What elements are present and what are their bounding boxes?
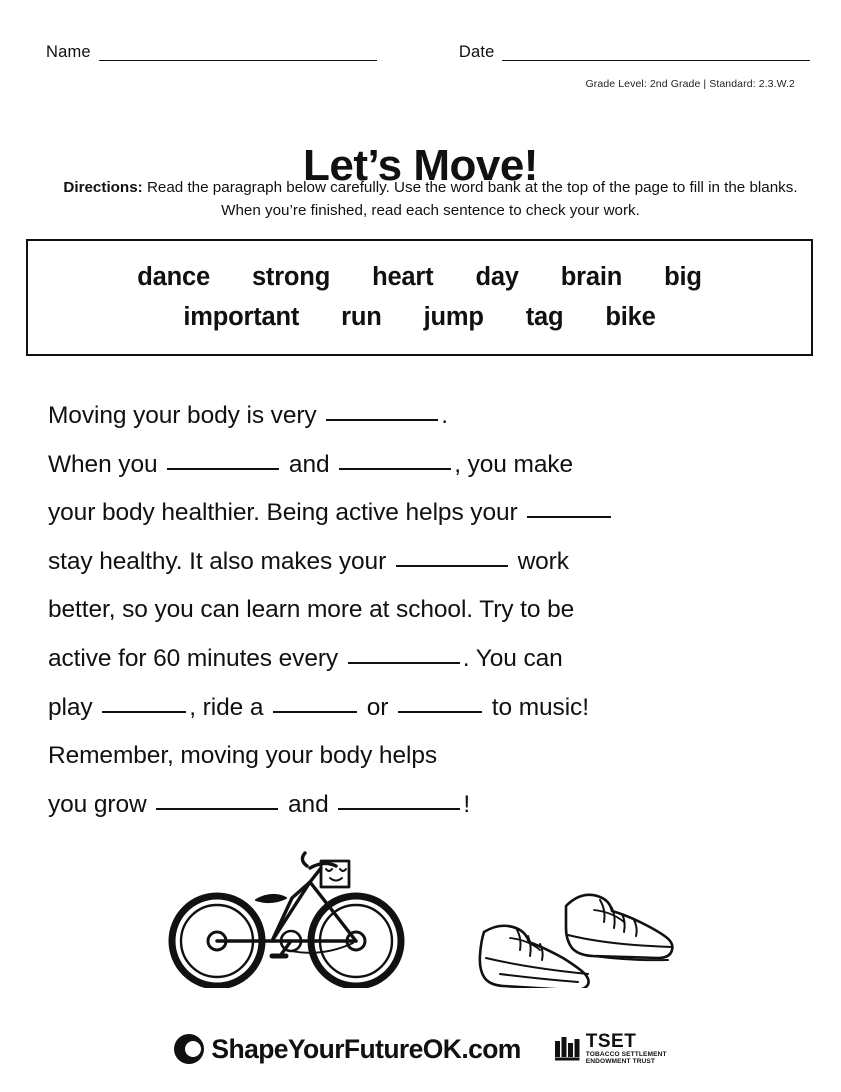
answer-blank[interactable]	[396, 565, 508, 567]
directions-label: Directions:	[63, 179, 143, 196]
paragraph-line	[48, 732, 808, 781]
answer-blank[interactable]	[348, 662, 460, 664]
date-input-line[interactable]	[502, 47, 810, 61]
name-label: Name	[46, 43, 91, 61]
paragraph-text: you grow	[48, 790, 154, 818]
word-bank-row	[66, 258, 773, 298]
word-bank-word[interactable]: bike	[605, 302, 656, 331]
answer-blank[interactable]	[339, 468, 451, 470]
paragraph-text: or	[360, 693, 396, 721]
word-bank-word[interactable]: day	[475, 262, 519, 291]
paragraph-line	[48, 441, 808, 490]
paragraph-text: your body healthier. Being active helps your	[48, 499, 525, 527]
paragraph-line	[48, 392, 808, 441]
tset-name: TSET	[585, 1031, 637, 1053]
name-field-group	[46, 44, 377, 61]
word-bank-word[interactable]: big	[664, 262, 702, 291]
paragraph-text: Remember, moving your body helps	[48, 742, 437, 770]
word-bank	[26, 239, 813, 356]
paragraph-text: and	[282, 450, 337, 478]
tset-mark-icon	[555, 1037, 581, 1061]
paragraph-text: to music!	[485, 693, 589, 721]
paragraph-text: , you make	[454, 450, 574, 478]
answer-blank[interactable]	[156, 808, 278, 810]
name-input-line[interactable]	[99, 47, 377, 61]
paragraph-text: .	[441, 402, 448, 429]
paragraph-text: stay healthy. It also makes your	[48, 547, 393, 575]
paragraph-line	[48, 489, 808, 538]
paragraph-text: active for 60 minutes every	[48, 644, 345, 672]
word-bank-word[interactable]: tag	[525, 302, 564, 331]
bicycle-illustration	[160, 838, 440, 993]
paragraph-text: , ride a	[189, 693, 271, 721]
answer-blank[interactable]	[398, 711, 482, 713]
paragraph-line	[48, 684, 808, 733]
date-field-group	[459, 44, 811, 61]
answer-blank[interactable]	[326, 419, 438, 421]
word-bank-word[interactable]: dance	[137, 262, 210, 291]
word-bank-word[interactable]: jump	[423, 302, 484, 331]
word-bank-word[interactable]: run	[341, 302, 382, 331]
fill-in-the-blank-paragraph	[48, 392, 808, 829]
word-bank-word[interactable]: strong	[251, 262, 331, 291]
word-bank-word[interactable]: heart	[372, 262, 434, 291]
paragraph-line	[48, 538, 808, 587]
page-title: Let’s Move!	[303, 141, 538, 191]
paragraph-text: better, so you can learn more at school. Try to be	[48, 596, 575, 624]
answer-blank[interactable]	[273, 711, 357, 713]
tset-wordmark	[586, 1032, 667, 1066]
word-bank-word[interactable]: important	[183, 302, 300, 331]
paragraph-line	[48, 586, 808, 635]
word-bank-word[interactable]: brain	[560, 262, 623, 291]
name-date-row	[46, 44, 795, 61]
paragraph-text: play	[48, 693, 100, 721]
answer-blank[interactable]	[102, 711, 186, 713]
paragraph-text: Moving your body is very	[48, 402, 324, 429]
paragraph-text: When you	[48, 450, 165, 478]
grade-standard-text: Grade Level: 2nd Grade | Standard: 2.3.W.2	[585, 78, 795, 90]
paragraph-line	[48, 635, 808, 684]
directions-text	[60, 177, 801, 223]
tset-tagline-2: ENDOWMENT TRUST	[585, 1058, 656, 1066]
answer-blank[interactable]	[338, 808, 460, 810]
tset-tagline-1: TOBACCO SETTLEMENT	[585, 1051, 667, 1059]
illustration-area	[0, 838, 841, 998]
directions-body: Read the paragraph below carefully. Use the word bank at the top of the page to fill in the blanks. When you’re finished, read each sentence to check your work.	[142, 179, 798, 219]
answer-blank[interactable]	[167, 468, 279, 470]
brand-text: ShapeYourFutureOK.com	[211, 1033, 521, 1064]
sneakers-illustration	[470, 878, 690, 993]
paragraph-text: and	[281, 790, 336, 818]
shapeyourfuture-logo[interactable]	[174, 1034, 520, 1065]
paragraph-text: !	[463, 790, 471, 818]
date-label: Date	[458, 43, 495, 61]
word-bank-row	[66, 298, 773, 338]
answer-blank[interactable]	[527, 516, 611, 518]
footer	[0, 1032, 841, 1066]
moon-icon	[174, 1034, 204, 1064]
paragraph-text: . You can	[462, 644, 563, 672]
paragraph-text: work	[510, 547, 569, 575]
paragraph-line	[48, 781, 808, 830]
tset-logo	[555, 1032, 667, 1066]
